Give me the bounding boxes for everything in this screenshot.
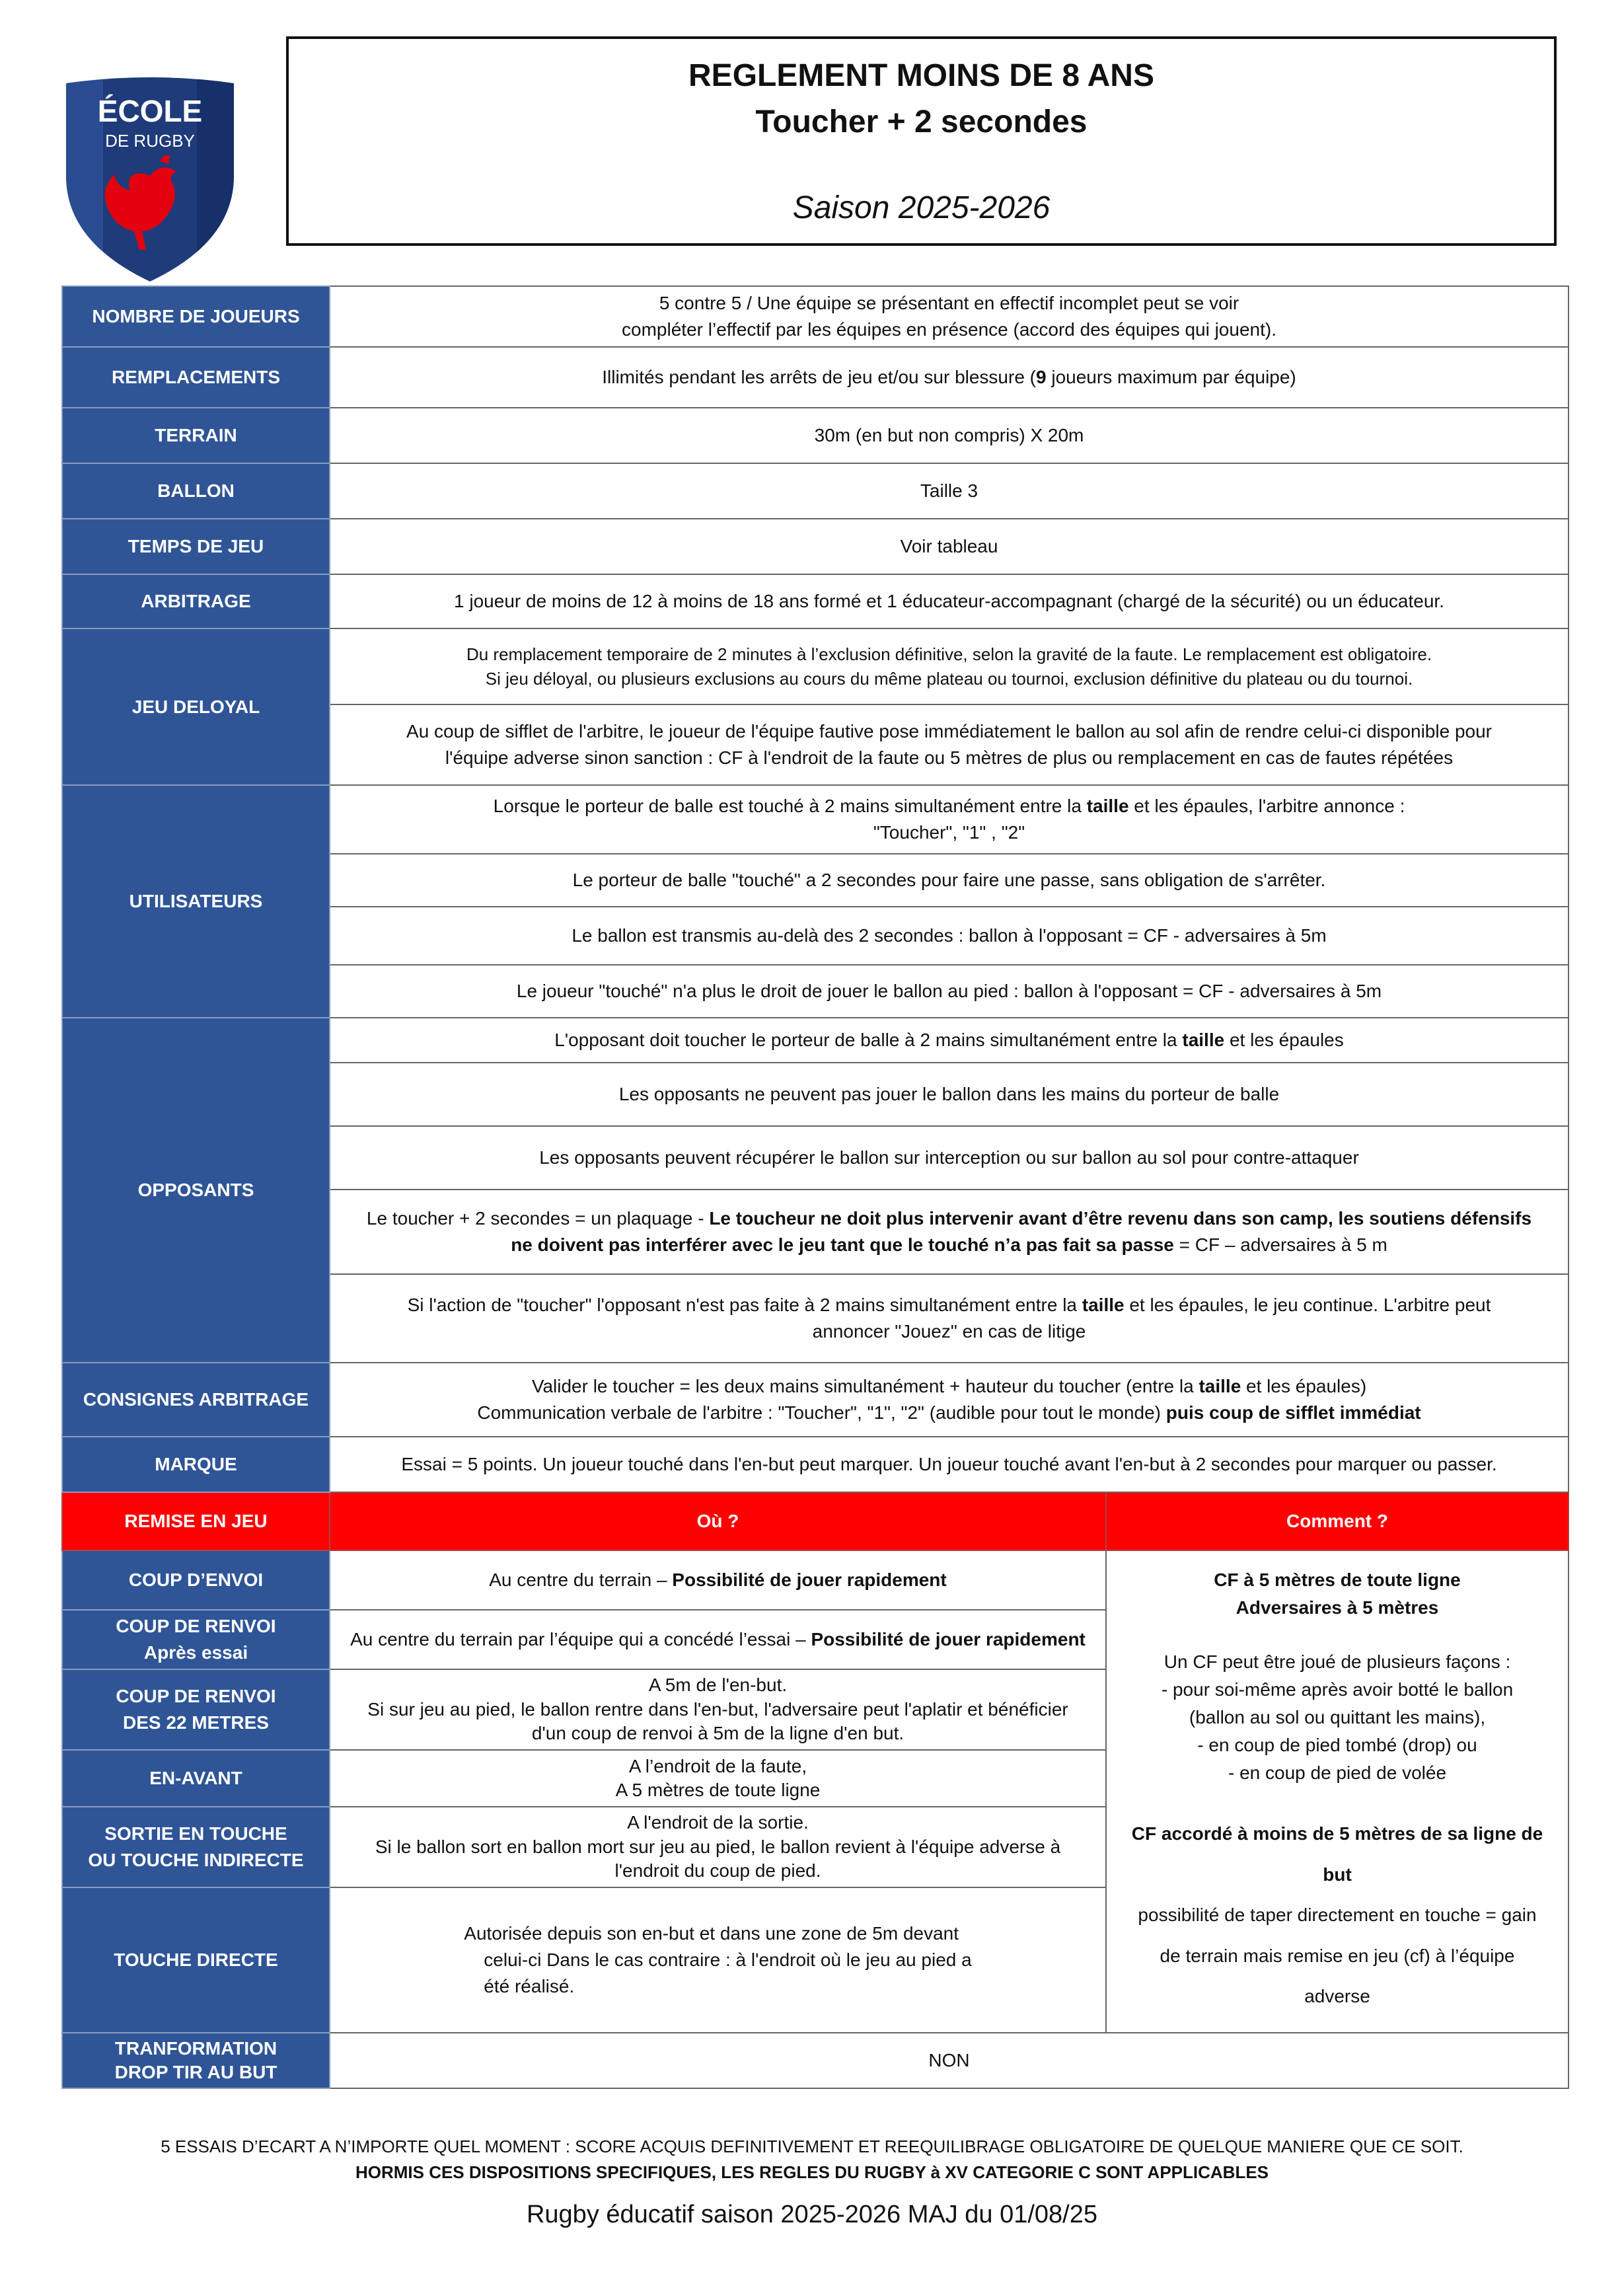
rules-table	[61, 285, 1569, 2089]
row-label: BALLON	[62, 463, 330, 519]
row-label: UTILISATEURS	[62, 785, 330, 1018]
table-row	[62, 286, 1569, 347]
row-value: A l’endroit de la faute, A 5 mètres de toute ligne	[330, 1750, 1106, 1807]
row-label: TRANFORMATION DROP TIR AU BUT	[62, 2033, 330, 2088]
row-value: NON	[330, 2033, 1569, 2088]
table-row	[62, 785, 1569, 854]
row-label: TOUCHE DIRECTE	[62, 1887, 330, 2033]
table-header-row	[62, 1492, 1569, 1550]
ecole-de-rugby-logo	[61, 77, 239, 285]
row-value: Si l'action de "toucher" l'opposant n'est pas faite à 2 mains simultanément entre la taille et les épaules, le jeu continue. L'arbitre peut annoncer "Jouez" en cas de litige	[330, 1274, 1569, 1363]
table-row	[62, 628, 1569, 704]
row-value: Taille 3	[330, 463, 1569, 519]
row-label: COUP DE RENVOI Après essai	[62, 1610, 330, 1669]
footer-rule: 5 ESSAIS D’ECART A N’IMPORTE QUEL MOMENT : SCORE ACQUIS DEFINITIVEMENT ET REEQUILIBRAGE OBLIGATOIRE DE QUELQUE MANIERE QUE CE SOIT.	[161, 2137, 1463, 2156]
table-row	[62, 574, 1569, 628]
row-label: COUP D’ENVOI	[62, 1550, 330, 1610]
row-value: Valider le toucher = les deux mains simultanément + hauteur du toucher (entre la taille et les épaules) Communication verbale de l'arbitre : "Toucher", "1", "2" (audible pour tout le monde) puis coup de sifflet immédiat	[330, 1363, 1569, 1437]
title-box	[286, 36, 1557, 246]
table-row	[62, 1363, 1569, 1437]
row-label: MARQUE	[62, 1437, 330, 1492]
logo-subtitle: DE RUGBY	[105, 131, 195, 151]
row-value: A l'endroit de la sortie. Si le ballon sort en ballon mort sur jeu au pied, le ballon revient à l'équipe adverse à l'endroit du coup de pied.	[330, 1807, 1106, 1887]
row-value: L'opposant doit toucher le porteur de balle à 2 mains simultanément entre la taille et les épaules	[330, 1018, 1569, 1063]
table-row	[62, 519, 1569, 574]
season-label: Saison 2025-2026	[792, 190, 1051, 225]
row-value: A 5m de l'en-but. Si sur jeu au pied, le ballon rentre dans l'en-but, l'adversaire peut l'aplatir et bénéficier d'un coup de renvoi à 5m de la ligne d'en but.	[330, 1669, 1106, 1750]
row-value: Au centre du terrain – Possibilité de jouer rapidement	[330, 1550, 1106, 1610]
comment-cell: CF à 5 mètres de toute ligne Adversaires à 5 mètres Un CF peut être joué de plusieurs façons : - pour soi-même après avoir botté le ballon (ballon au sol ou quittant les mains), - en coup de pied tombé (drop) ou - en coup de pied de volée CF accordé à moins de 5 mètres de sa ligne de but possibilité de taper directement en touche = gain de terrain mais remise en jeu (cf) à l’équipe adverse	[1106, 1550, 1569, 2033]
row-value: Les opposants ne peuvent pas jouer le ballon dans les mains du porteur de balle	[330, 1063, 1569, 1126]
row-value: Au coup de sifflet de l'arbitre, le joueur de l'équipe fautive pose immédiatement le ballon au sol afin de rendre celui-ci disponible pour l'équipe adverse sinon sanction : CF à l'endroit de la faute ou 5 mètres de plus ou remplacement en cas de fautes répétées	[330, 704, 1569, 785]
header-remise: REMISE EN JEU	[62, 1492, 330, 1550]
row-value: 30m (en but non compris) X 20m	[330, 408, 1569, 463]
row-label: TEMPS DE JEU	[62, 519, 330, 574]
header-ou: Où ?	[330, 1492, 1106, 1550]
page-title: REGLEMENT MOINS DE 8 ANS	[688, 58, 1154, 93]
row-value: Lorsque le porteur de balle est touché à 2 mains simultanément entre la taille et les épaules, l'arbitre annonce : "Toucher", "1" , "2"	[330, 785, 1569, 854]
table-row	[62, 408, 1569, 463]
row-label: CONSIGNES ARBITRAGE	[62, 1363, 330, 1437]
row-label: REMPLACEMENTS	[62, 347, 330, 408]
row-value: 1 joueur de moins de 12 à moins de 18 ans formé et 1 éducateur-accompagnant (chargé de la sécurité) ou un éducateur.	[330, 574, 1569, 628]
table-row	[62, 347, 1569, 408]
row-value: Le porteur de balle "touché" a 2 secondes pour faire une passe, sans obligation de s'arrêter.	[330, 854, 1569, 907]
row-value: Du remplacement temporaire de 2 minutes à l’exclusion définitive, selon la gravité de la faute. Le remplacement est obligatoire. Si jeu déloyal, ou plusieurs exclusions au cours du même plateau ou tournoi, exclusion définitive du plateau ou du tournoi.	[330, 628, 1569, 704]
row-value: Essai = 5 points. Un joueur touché dans l'en-but peut marquer. Un joueur touché avant l'en-but à 2 secondes pour marquer ou passer.	[330, 1437, 1569, 1492]
table-row	[62, 463, 1569, 519]
row-label: COUP DE RENVOI DES 22 METRES	[62, 1669, 330, 1750]
logo-title: ÉCOLE	[97, 94, 203, 128]
page-subtitle: Toucher + 2 secondes	[755, 104, 1088, 139]
row-label: TERRAIN	[62, 408, 330, 463]
row-value: Illimités pendant les arrêts de jeu et/ou sur blessure (9 joueurs maximum par équipe)	[330, 347, 1569, 408]
row-value: Autorisée depuis son en-but et dans une zone de 5m devant celui-ci Dans le cas contraire : à l'endroit où le jeu au pied a été réalisé.	[330, 1887, 1106, 2033]
row-value: Voir tableau	[330, 519, 1569, 574]
row-label: OPPOSANTS	[62, 1018, 330, 1363]
row-value: Le joueur "touché" n'a plus le droit de jouer le ballon au pied : ballon à l'opposant = CF - adversaires à 5m	[330, 965, 1569, 1018]
table-row	[62, 1550, 1569, 1610]
row-label: SORTIE EN TOUCHE OU TOUCHE INDIRECTE	[62, 1807, 330, 1887]
table-row	[62, 1018, 1569, 1063]
row-value: Le ballon est transmis au-delà des 2 secondes : ballon à l'opposant = CF - adversaires à 5m	[330, 907, 1569, 965]
table-row	[62, 1437, 1569, 1492]
row-label: EN-AVANT	[62, 1750, 330, 1807]
row-label: NOMBRE DE JOUEURS	[62, 286, 330, 347]
table-row	[62, 2033, 1569, 2088]
footer-note: HORMIS CES DISPOSITIONS SPECIFIQUES, LES REGLES DU RUGBY à XV CATEGORIE C SONT APPLICABLES	[355, 2162, 1269, 2182]
row-value: Le toucher + 2 secondes = un plaquage - Le toucheur ne doit plus intervenir avant d’être revenu dans son camp, les soutiens défensifs ne doivent pas interférer avec le jeu tant que le touché n’a pas fait sa passe = CF – adversaires à 5 m	[330, 1190, 1569, 1274]
row-value: Les opposants peuvent récupérer le ballon sur interception ou sur ballon au sol pour contre-attaquer	[330, 1126, 1569, 1190]
row-value: 5 contre 5 / Une équipe se présentant en effectif incomplet peut se voir compléter l’effectif par les équipes en présence (accord des équipes qui jouent).	[330, 286, 1569, 347]
header-comment: Comment ?	[1106, 1492, 1569, 1550]
row-label: JEU DELOYAL	[62, 628, 330, 785]
footer-version: Rugby éducatif saison 2025-2026 MAJ du 01/08/25	[526, 2201, 1098, 2228]
row-value: Au centre du terrain par l’équipe qui a concédé l’essai – Possibilité de jouer rapidement	[330, 1610, 1106, 1669]
row-label: ARBITRAGE	[62, 574, 330, 628]
